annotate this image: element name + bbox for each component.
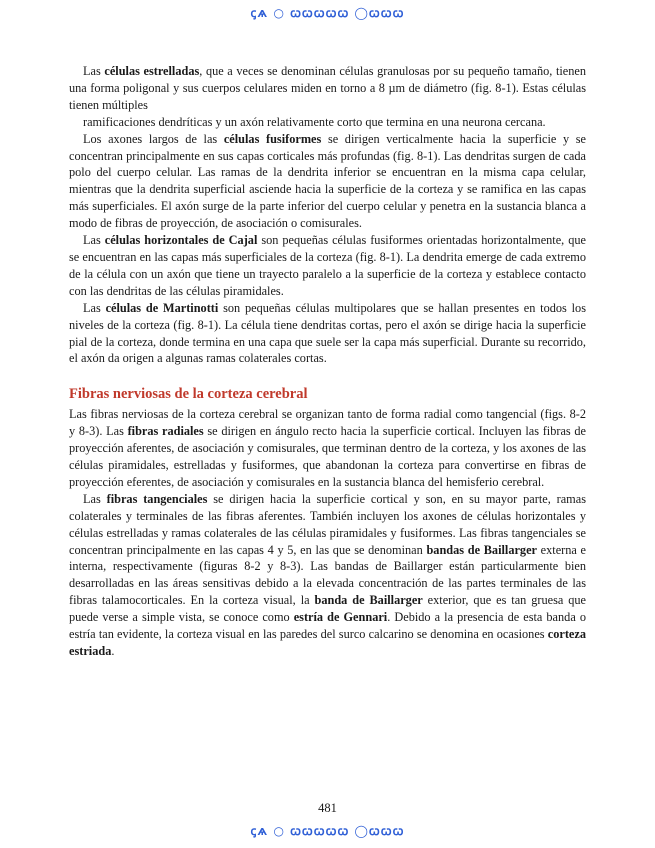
section-heading: Fibras nerviosas de la corteza cerebral <box>69 386 308 403</box>
paragraph-fusiform-cells: Los axones largos de las células fusiformes se dirigen verticalmente hacia la superficie y se concentran principalmente en sus capas corticales más profundas (fig. 8-1). Las dendritas surgen de cada polo del cuerpo celular. Las ramas de la dendrita inferior se encuentran en la misma capa celular, mientras que la dendrita superficial asciende hacia la superficie de la corteza y se ramifica en las capas más superficiales. El axón surge de la parte inferior del cuerpo celular y penetra en la sustancia blanca a modo de fibras de proyección, de asociación o comisurales. <box>69 131 587 231</box>
paragraph-tangential-fibers: Las fibras tangenciales se dirigen hacia la superficie cortical y son, en su mayor parte, ramas colaterales y terminales de las fibras aferentes. También incluyen los axones de células horizontales y células estrelladas y ramas colaterales de las células piramidales y fusiformes. Las fibras tangenciales se concentran principalmente en las capas 4 y 5, en las que se denominan bandas de Baillarger externa e interna, respectivamente (figuras 8-2 y 8-3). Las bandas de Baillarger están particularmente bien desarrolladas en las áreas sensitivas debido a la elevada concentración de las partes terminales de las fibras talamocorticales. En la corteza visual, la banda de Baillarger exterior, que es tan gruesa que puede verse a simple vista, se conoce como estría de Gennari. Debido a la presencia de esta banda o estría tan evidente, la corteza visual en las paredes del surco calcarino se denomina en ocasiones corteza estriada. <box>69 491 587 658</box>
paragraph-radial-fibers: Las fibras nerviosas de la corteza cerebral se organizan tanto de forma radial como tangencial (figs. 8-2 y 8-3). Las fibras radiales se dirigen en ángulo recto hacia la superficie cortical. Incluyen las fibras de proyección aferentes, de asociación y comisurales, que terminan dentro de la corteza, y los axones de las células piramidales, estrelladas y fusiformes, que abandonan la corteza para convertirse en fibras de proyección eferentes, de asociación y comisurales en la sustancia blanca del hemisferio cerebral. <box>69 407 586 489</box>
page-number: 481 <box>318 801 337 815</box>
paragraph-stellate-cells: Las células estrelladas, que a veces se denominan células granulosas por su pequeño tamaño, tienen una forma poligonal y sus cuerpos celulares miden en torno a 8 µm de diámetro (fig. 8-1). Estas células tienen múltiples <box>69 64 586 112</box>
page-body <box>69 63 586 660</box>
paragraph-stellate-cont: ramificaciones dendríticas y un axón relativamente corto que termina en una neurona cercana. <box>83 114 546 129</box>
watermark-top: ꞔѧ ○ ꞷꞷꞷꞷꞷ ◯ꞷꞷꞷ <box>250 6 405 20</box>
watermark-bottom: ꞔѧ ○ ꞷꞷꞷꞷꞷ ◯ꞷꞷꞷ <box>250 824 405 838</box>
paragraph-cajal-cells: Las células horizontales de Cajal son pequeñas células fusiformes orientadas horizontalmente, que se encuentran en las capas más superficiales de la corteza (fig. 8-1). La dendrita emerge de cada extremo de la célula con un axón que tiene un trayecto paralelo a la superficie de la corteza y establece contacto con las dendritas de las células piramidales. <box>69 233 586 298</box>
paragraph-martinotti-cells: Las células de Martinotti son pequeñas células multipolares que se hallan presentes en todos los niveles de la corteza (fig. 8-1). La célula tiene dendritas cortas, pero el axón se dirige hacia la superficie pial de la corteza, donde termina en una capa que suele ser la capa más superficial. Durante su recorrido, el axón da origen a algunas ramas colaterales cortas. <box>69 300 586 366</box>
